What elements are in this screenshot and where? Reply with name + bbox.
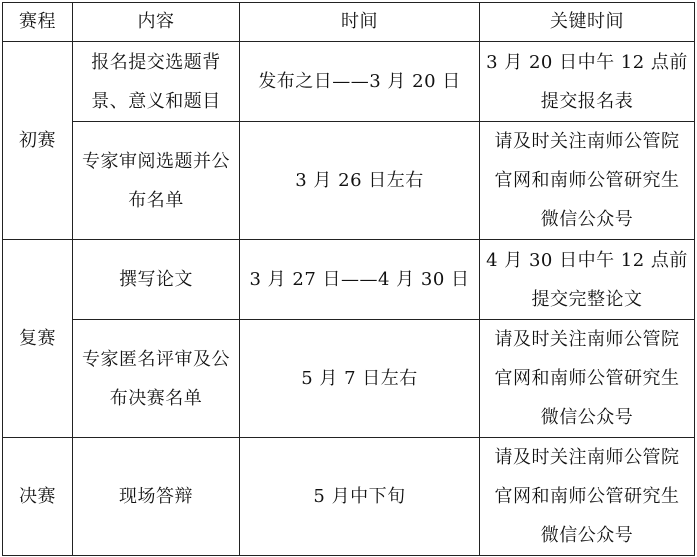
time-cell: 3 月 26 日左右 [240,122,480,240]
content-cell: 报名提交选题背景、意义和题目 [73,42,240,122]
table-row [3,320,695,438]
table-row [3,438,695,556]
table-header [3,3,695,42]
content-cell: 专家审阅选题并公布名单 [73,122,240,240]
content-cell: 现场答辩 [73,438,240,556]
stage-cell-semifinal: 复赛 [3,240,73,438]
table-row [3,42,695,122]
stage-cell-final: 决赛 [3,438,73,556]
header-key-time: 关键时间 [480,3,695,42]
key-time-cell: 请及时关注南师公管院官网和南师公管研究生微信公众号 [480,320,695,438]
key-time-cell: 3 月 20 日中午 12 点前提交报名表 [480,42,695,122]
key-time-cell: 4 月 30 日中午 12 点前提交完整论文 [480,240,695,320]
header-content: 内容 [73,3,240,42]
key-time-cell: 请及时关注南师公管院官网和南师公管研究生微信公众号 [480,122,695,240]
header-time: 时间 [240,3,480,42]
time-cell: 发布之日——3 月 20 日 [240,42,480,122]
stage-cell-preliminary: 初赛 [3,42,73,240]
table-row [3,240,695,320]
content-cell: 撰写论文 [73,240,240,320]
header-stage: 赛程 [3,3,73,42]
header-row [3,3,695,42]
table-row [3,122,695,240]
competition-schedule-table [2,2,695,556]
content-cell: 专家匿名评审及公布决赛名单 [73,320,240,438]
time-cell: 5 月 7 日左右 [240,320,480,438]
key-time-cell: 请及时关注南师公管院官网和南师公管研究生微信公众号 [480,438,695,556]
table-body [3,42,695,556]
time-cell: 5 月中下旬 [240,438,480,556]
time-cell: 3 月 27 日——4 月 30 日 [240,240,480,320]
